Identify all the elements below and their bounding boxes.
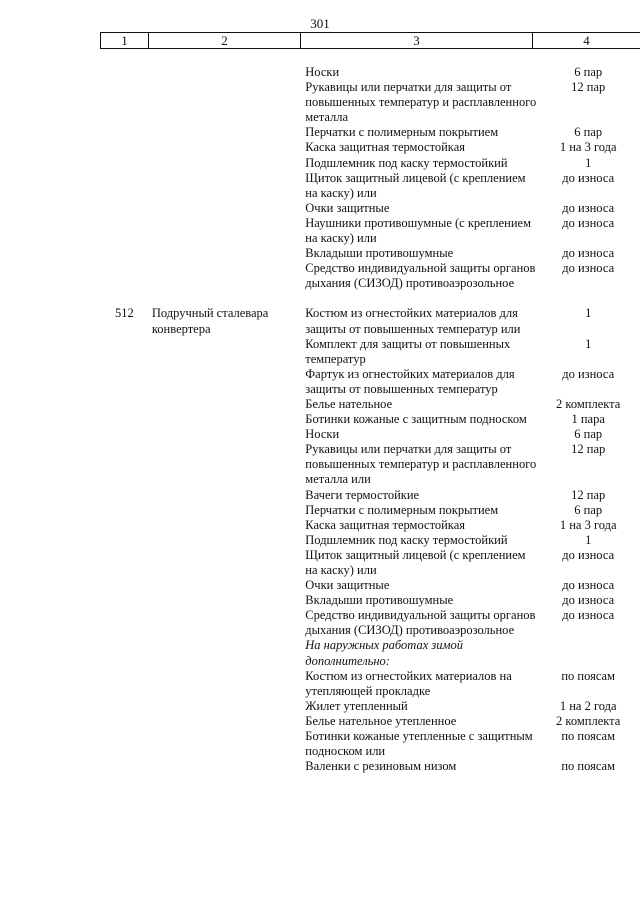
- column-header-1: 1: [101, 33, 149, 49]
- item-group-continued: [0, 65, 640, 291]
- item-name: Носки: [305, 65, 340, 79]
- table-row: [0, 593, 640, 608]
- profession-name: Подручный сталевара конвертера: [151, 306, 269, 336]
- item-norm: 12 пар: [571, 80, 606, 95]
- table-row: [0, 306, 640, 336]
- page-number: 301: [310, 16, 330, 31]
- row-number: 512: [115, 306, 134, 321]
- table-row: [0, 488, 640, 503]
- item-name: Очки защитные: [305, 200, 390, 215]
- table-row: [0, 427, 640, 442]
- item-norm: до износа: [562, 200, 615, 215]
- item-name: Костюм из огнестойких материалов на утепляющей прокладке: [305, 668, 512, 698]
- item-norm: 6 пар: [574, 125, 603, 140]
- table-row: [0, 729, 640, 759]
- item-norm: 1: [585, 155, 592, 170]
- winter-note: На наружных работах зимой дополнительно:: [305, 638, 464, 668]
- item-name: Средство индивидуальной защиты органов дыхания (СИЗОД) противоаэрозольное: [305, 608, 536, 638]
- norms-table-body: [0, 65, 640, 774]
- item-norm: до износа: [562, 246, 615, 261]
- column-header-3: 3: [301, 33, 533, 49]
- item-name: Валенки с резиновым низом: [305, 759, 457, 774]
- item-name: Вачеги термостойкие: [305, 487, 420, 502]
- item-norm: 6 пар: [574, 65, 603, 79]
- table-row: [0, 156, 640, 171]
- item-name: Щиток защитный лицевой (с креплением на каску) или: [305, 547, 526, 577]
- item-name: Щиток защитный лицевой (с креплением на каску) или: [305, 170, 526, 200]
- item-name: Носки: [305, 427, 340, 442]
- item-norm: до износа: [562, 366, 615, 381]
- column-header-4: 4: [533, 33, 640, 49]
- table-row: [0, 261, 640, 291]
- item-norm: по поясам: [561, 729, 616, 744]
- table-row: [0, 367, 640, 397]
- item-name: Очки защитные: [305, 578, 390, 593]
- table-row: [0, 533, 640, 548]
- table-row: [0, 442, 640, 487]
- item-name: Перчатки с полимерным покрытием: [305, 125, 499, 140]
- item-name: Комплект для защиты от повышенных температур: [305, 336, 511, 366]
- item-norm: по поясам: [561, 759, 616, 774]
- item-name: Жилет утепленный: [305, 698, 408, 713]
- table-row: [0, 140, 640, 155]
- table-row: [0, 337, 640, 367]
- table-row: [0, 608, 640, 638]
- item-norm: 1: [585, 336, 592, 351]
- item-norm: 6 пар: [574, 502, 603, 517]
- item-norm: 1 на 3 года: [559, 140, 617, 155]
- table-row: [0, 80, 640, 125]
- item-norm: до износа: [562, 608, 615, 623]
- table-row: [0, 518, 640, 533]
- item-name: Фартук из огнестойких материалов для защиты от повышенных температур: [305, 366, 515, 396]
- item-name: Вкладыши противошумные: [305, 593, 454, 608]
- item-norm: до износа: [562, 215, 615, 230]
- item-norm: 1 пара: [571, 412, 605, 427]
- item-norm: по поясам: [561, 668, 616, 683]
- column-header-2: 2: [149, 33, 301, 49]
- item-norm: до износа: [562, 578, 615, 593]
- item-norm: 1: [585, 306, 592, 321]
- column-header-row: [101, 33, 640, 49]
- item-norm: 2 комплекта: [556, 396, 621, 411]
- item-norm: до износа: [562, 547, 615, 562]
- column-header-table: [100, 32, 640, 49]
- row-number: [100, 65, 152, 80]
- table-row: [0, 638, 640, 668]
- item-name: Белье нательное: [305, 396, 393, 411]
- item-name: Подшлемник под каску термостойкий: [305, 155, 508, 170]
- table-row: [0, 412, 640, 427]
- item-norm: до износа: [562, 261, 615, 276]
- item-name: Каска защитная термостойкая: [305, 140, 465, 155]
- item-name: Перчатки с полимерным покрытием: [305, 502, 499, 517]
- table-row: [0, 246, 640, 261]
- item-group-512: [0, 306, 640, 774]
- table-row: [0, 65, 640, 80]
- item-name: Наушники противошумные (с креплением на каску) или: [305, 215, 532, 246]
- item-name: Костюм из огнестойких материалов для защиты от повышенных температур или: [305, 306, 521, 336]
- table-row: [0, 548, 640, 578]
- item-name: Каска защитная термостойкая: [305, 517, 465, 532]
- table-row: [0, 759, 640, 774]
- table-row: [0, 669, 640, 699]
- table-row: [0, 714, 640, 729]
- item-norm: 12 пар: [571, 442, 606, 457]
- item-name: Вкладыши противошумные: [305, 246, 454, 261]
- table-row: [0, 699, 640, 714]
- profession-name: [152, 65, 303, 80]
- item-name: Средство индивидуальной защиты органов дыхания (СИЗОД) противоаэрозольное: [305, 261, 536, 291]
- item-norm: 1 на 3 года: [559, 517, 617, 532]
- table-row: [0, 201, 640, 216]
- group-spacer: [0, 291, 640, 306]
- table-row: [0, 503, 640, 518]
- item-name: Белье нательное утепленное: [305, 713, 457, 728]
- table-row: [0, 171, 640, 201]
- item-norm: до износа: [562, 170, 615, 185]
- table-row: [0, 397, 640, 412]
- item-name: Рукавицы или перчатки для защиты от повышенных температур и расплавленного металла: [305, 80, 537, 125]
- item-norm: 6 пар: [574, 427, 603, 442]
- item-norm: до износа: [562, 593, 615, 608]
- item-name: Подшлемник под каску термостойкий: [305, 532, 508, 547]
- item-norm: 1 на 2 года: [559, 698, 617, 713]
- item-norm: 1: [585, 532, 592, 547]
- item-norm: 2 комплекта: [556, 713, 621, 728]
- item-name: Рукавицы или перчатки для защиты от повышенных температур и расплавленного металла или: [305, 442, 537, 487]
- table-row: [0, 216, 640, 246]
- table-row: [0, 125, 640, 140]
- item-norm: 12 пар: [571, 487, 606, 502]
- item-name: Ботинки кожаные утепленные с защитным подноском или: [305, 729, 533, 759]
- table-row: [0, 578, 640, 593]
- item-name: Ботинки кожаные с защитным подноском: [305, 412, 527, 427]
